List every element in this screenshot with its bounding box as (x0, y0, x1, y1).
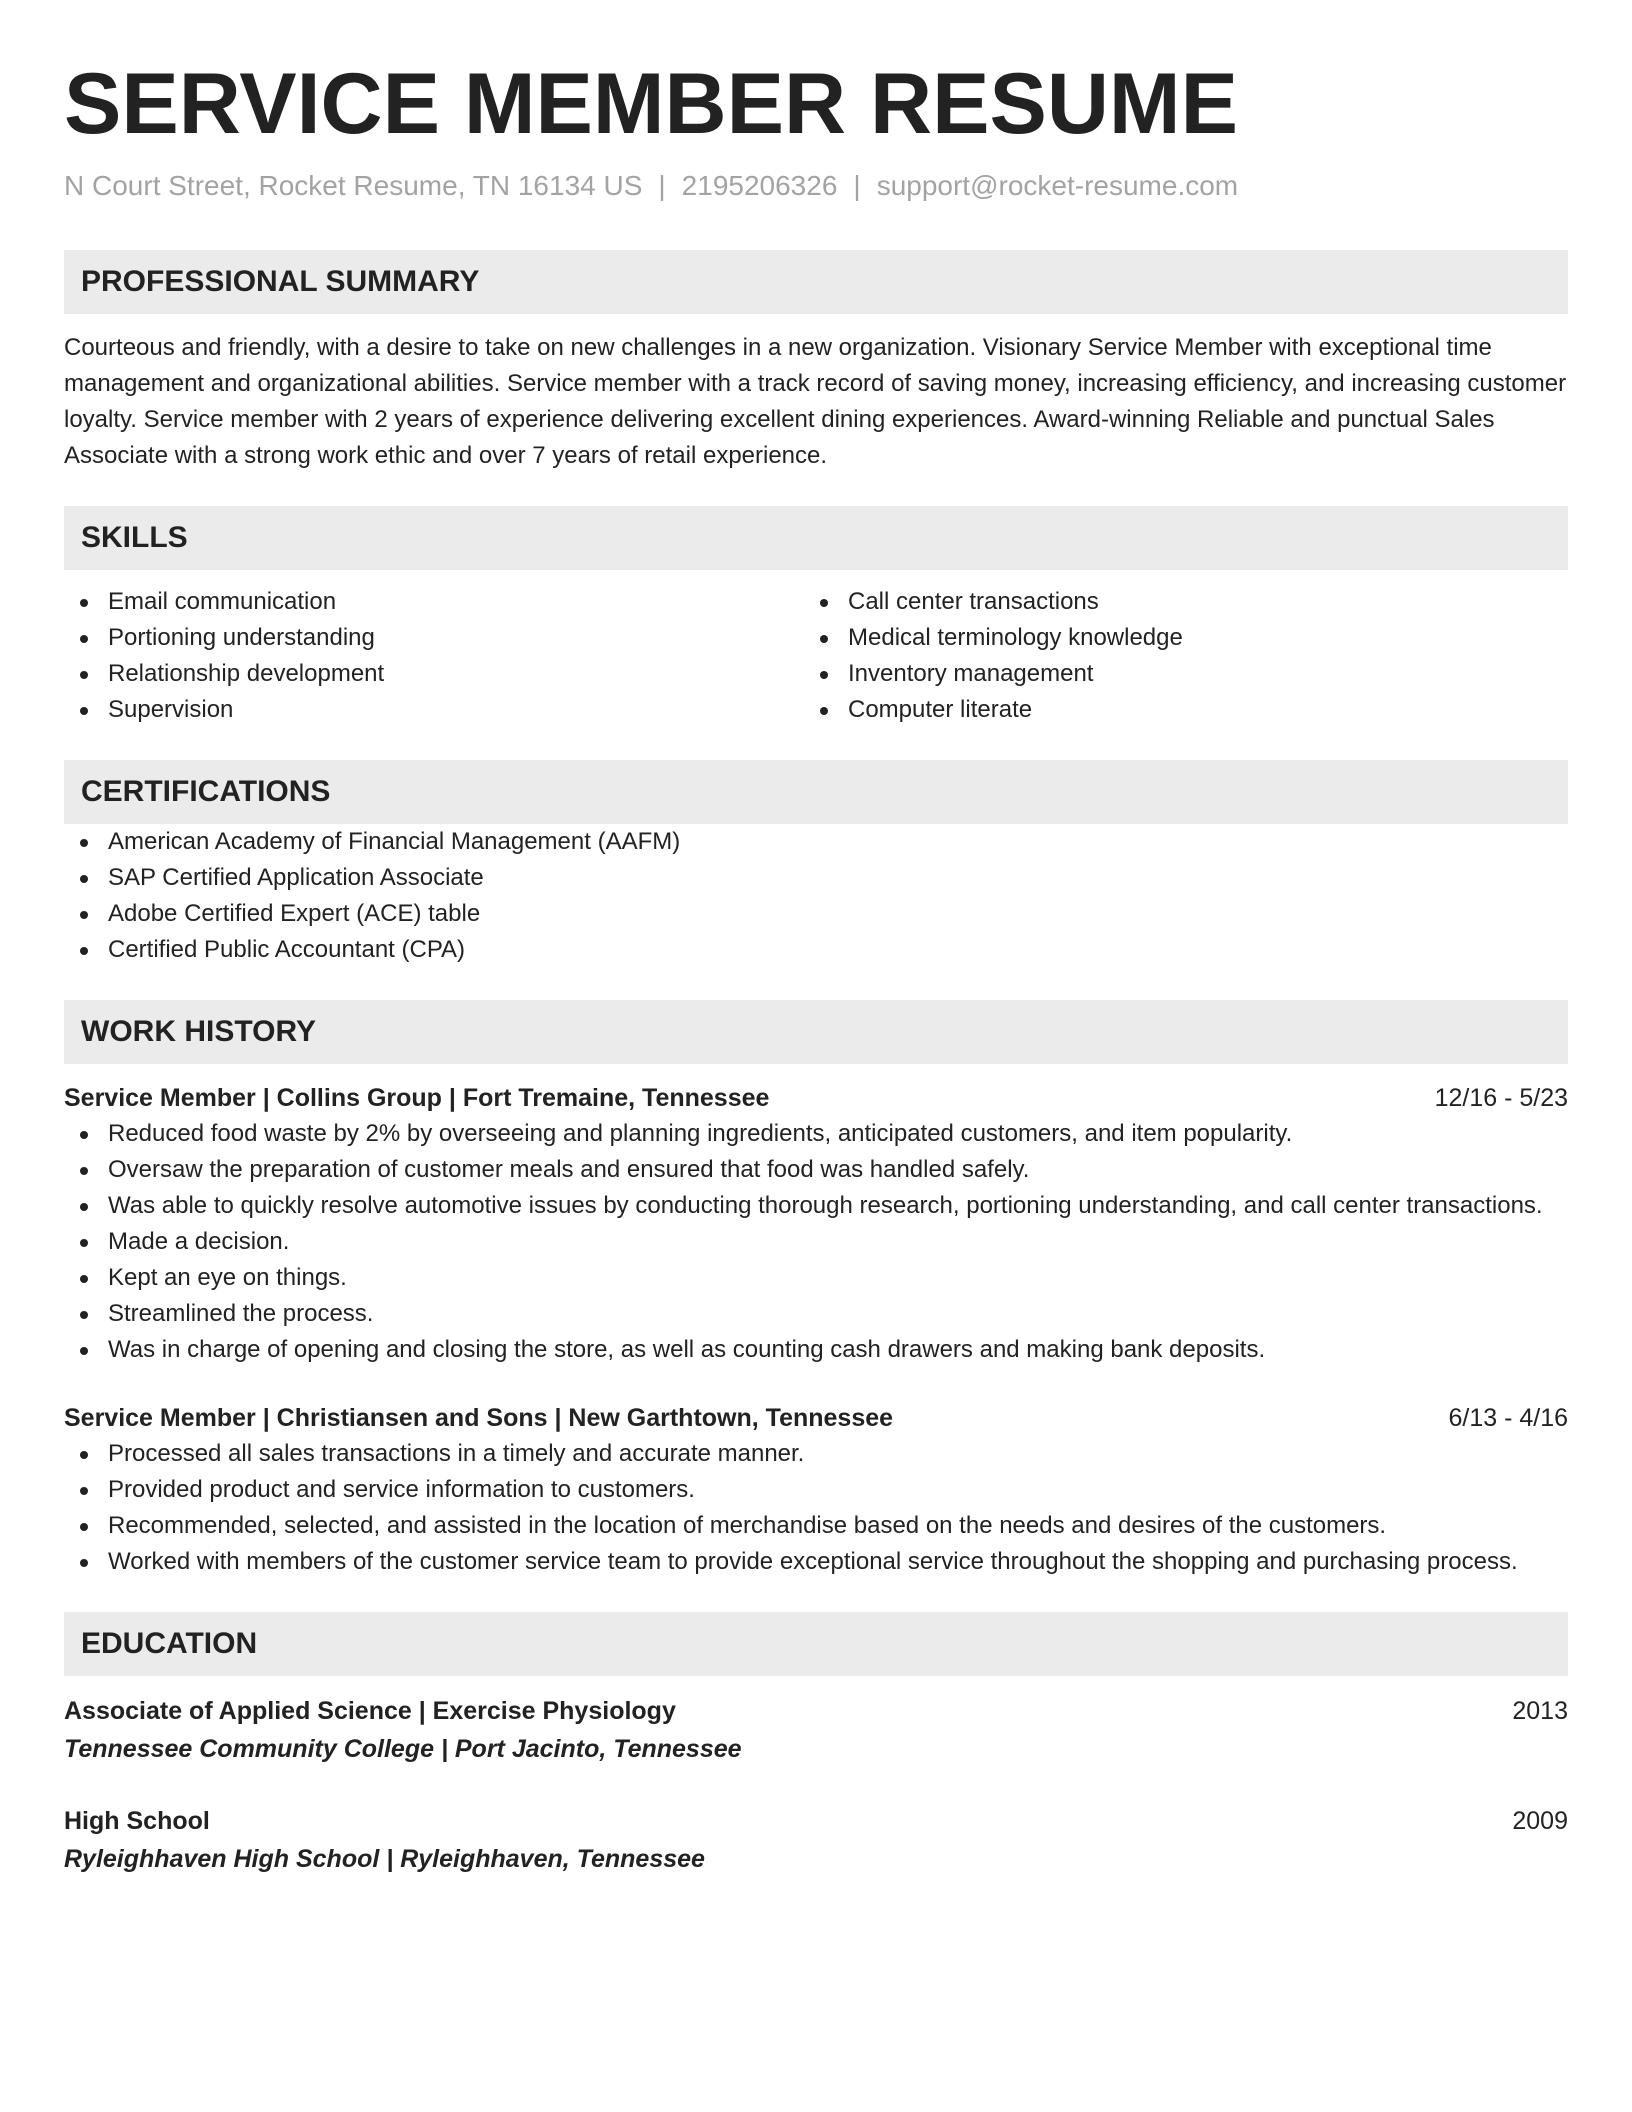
job-bullet: Recommended, selected, and assisted in the location of merchandise based on the needs and desires of the customers. (64, 1508, 1568, 1544)
skill-item: Medical terminology knowledge (804, 620, 1544, 656)
skill-item: Portioning understanding (64, 620, 804, 656)
education-degree: Associate of Applied Science | Exercise Physiology (64, 1697, 676, 1725)
skill-item: Inventory management (804, 656, 1544, 692)
contact-line (64, 168, 1568, 204)
certification-item: American Academy of Financial Management (AAFM) (64, 824, 1568, 860)
job-bullets (64, 1116, 1568, 1368)
job-bullet: Reduced food waste by 2% by overseeing and planning ingredients, anticipated customers, and item popularity. (64, 1116, 1568, 1152)
job-bullets (64, 1436, 1568, 1580)
phone-text: 2195206326 (681, 170, 838, 201)
skill-item: Call center transactions (804, 584, 1544, 620)
summary-heading: PROFESSIONAL SUMMARY (64, 250, 1568, 314)
job-bullet: Worked with members of the customer service team to provide exceptional service throughout the shopping and purchasing process. (64, 1544, 1568, 1580)
skill-item: Email communication (64, 584, 804, 620)
skills-heading: SKILLS (64, 506, 1568, 570)
job-bullet: Streamlined the process. (64, 1296, 1568, 1332)
resume-title: SERVICE MEMBER RESUME (64, 56, 1238, 152)
certifications-list (64, 824, 1568, 968)
education-entry (64, 1692, 1568, 1768)
job-title: Service Member | Collins Group | Fort Tremaine, Tennessee (64, 1084, 770, 1112)
certification-item: SAP Certified Application Associate (64, 860, 1568, 896)
job-header (64, 1080, 1568, 1116)
summary-paragraph: Courteous and friendly, with a desire to take on new challenges in a new organization. Visionary Service Member with exceptional time management and organizational abilities. Service member with a track record of saving money, increasing efficiency, and increasing customer loyalty. Service member with 2 years of experience delivering excellent dining experiences. Award-winning Reliable and punctual Sales Associate with a strong work ethic and over 7 years of retail experience. (64, 334, 1567, 469)
job-title: Service Member | Christiansen and Sons | New Garthtown, Tennessee (64, 1404, 894, 1432)
certification-item: Adobe Certified Expert (ACE) table (64, 896, 1568, 932)
education-line (64, 1802, 1568, 1840)
job-bullet: Was in charge of opening and closing the store, as well as counting cash drawers and making bank deposits. (64, 1332, 1568, 1368)
job-bullet: Processed all sales transactions in a timely and accurate manner. (64, 1436, 1568, 1472)
job-bullet: Kept an eye on things. (64, 1260, 1568, 1296)
skill-item: Relationship development (64, 656, 804, 692)
job-bullet: Oversaw the preparation of customer meals and ensured that food was handled safely. (64, 1152, 1568, 1188)
job-bullet: Provided product and service information to customers. (64, 1472, 1568, 1508)
skills-list-right (804, 584, 1544, 728)
skills-grid (64, 584, 1568, 728)
contact-separator: | (853, 170, 861, 201)
education-line (64, 1692, 1568, 1730)
skill-item: Supervision (64, 692, 804, 728)
certifications-heading: CERTIFICATIONS (64, 760, 1568, 824)
job-bullet: Was able to quickly resolve automotive issues by conducting thorough research, portioning understanding, and call center transactions. (64, 1188, 1568, 1224)
job-header (64, 1400, 1568, 1436)
skill-item: Computer literate (804, 692, 1544, 728)
job-bullet: Made a decision. (64, 1224, 1568, 1260)
education-year: 2009 (1512, 1807, 1568, 1835)
work-history-heading: WORK HISTORY (64, 1000, 1568, 1064)
job-dates: 6/13 - 4/16 (1448, 1404, 1568, 1432)
skills-list-left (64, 584, 804, 728)
education-degree: High School (64, 1807, 210, 1835)
certification-item: Certified Public Accountant (CPA) (64, 932, 1568, 968)
contact-separator: | (658, 170, 666, 201)
education-school: Ryleighhaven High School | Ryleighhaven, Tennessee (64, 1845, 705, 1873)
education-year: 2013 (1512, 1697, 1568, 1725)
education-heading: EDUCATION (64, 1612, 1568, 1676)
education-school: Tennessee Community College | Port Jacinto, Tennessee (64, 1735, 742, 1763)
address-text: N Court Street, Rocket Resume, TN 16134 US (64, 170, 643, 201)
job-dates: 12/16 - 5/23 (1434, 1084, 1568, 1112)
email-link[interactable]: support@rocket-resume.com (876, 170, 1239, 201)
education-entry (64, 1802, 1568, 1878)
